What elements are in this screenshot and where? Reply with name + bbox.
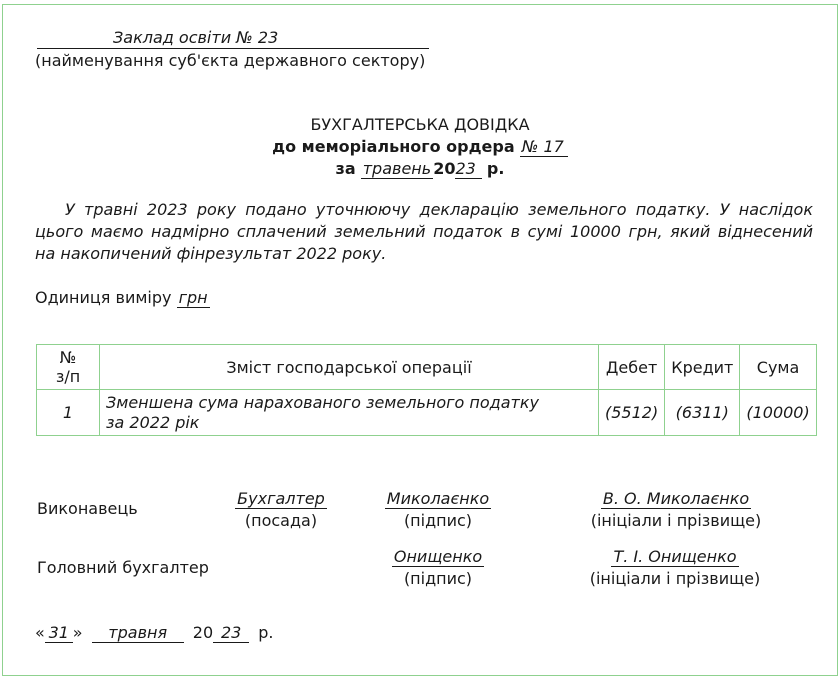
cell-content-line1: Зменшена сума нарахованого земельного податку	[106, 392, 539, 412]
date-day: 31	[45, 623, 73, 643]
date-suffix: р.	[258, 623, 274, 642]
organization-field	[37, 27, 429, 49]
chief-name-field	[577, 547, 773, 588]
description-line-2: цього маємо надмірно сплачений земельний податок в сумі 10000 грн, який віднесений	[35, 222, 813, 241]
document-title: БУХГАЛТЕРСЬКА ДОВІДКА	[310, 115, 530, 134]
header-sum: Сума	[740, 345, 816, 390]
order-line-prefix: до меморіального ордера	[272, 137, 515, 156]
period-line	[3, 159, 837, 178]
cell-sum: (10000)	[740, 390, 816, 436]
header-credit: Кредит	[665, 345, 740, 390]
cell-num: 1	[37, 390, 100, 436]
units-value: грн	[178, 288, 208, 307]
period-year-prefix: 20	[433, 159, 456, 178]
date-line	[35, 623, 273, 643]
period-year-end: р.	[486, 159, 505, 178]
date-close-quote: »	[72, 623, 83, 642]
description-line-3: на накопичений фінрезультат 2022 року.	[35, 244, 387, 263]
order-line	[3, 137, 837, 156]
executor-position-caption: (посада)	[244, 511, 318, 530]
description-line-1: У травні 2023 року подано уточнюючу декларацію земельного податку. У наслідок	[65, 200, 813, 219]
chief-name: Т. І. Онищенко	[613, 547, 737, 566]
header-num	[37, 345, 100, 390]
chief-signature-caption: (підпис)	[403, 569, 473, 588]
header-num-line1: №	[59, 348, 77, 367]
date-year-suffix: 23	[213, 623, 249, 643]
cell-credit: (6311)	[665, 390, 740, 436]
executor-signature-caption: (підпис)	[403, 511, 473, 530]
period-prefix: за	[335, 159, 356, 178]
executor-position: Бухгалтер	[237, 489, 325, 508]
order-number: № 17	[520, 137, 568, 157]
date-year-prefix: 20	[192, 623, 214, 642]
chief-label: Головний бухгалтер	[37, 558, 209, 577]
table-header-row	[37, 345, 817, 390]
executor-signature-field	[378, 489, 498, 530]
period-month: травень	[362, 159, 432, 178]
chief-signature-field	[378, 547, 498, 588]
organization-name: Заклад освіти № 23	[113, 28, 279, 47]
chief-signature: Онищенко	[393, 547, 483, 566]
operations-table	[36, 344, 817, 436]
period-year-suffix: 23	[455, 159, 481, 179]
header-debit: Дебет	[599, 345, 665, 390]
units-line	[35, 288, 210, 307]
date-open-quote: «	[35, 623, 45, 642]
executor-label: Виконавець	[37, 499, 138, 518]
units-label: Одиниця виміру	[35, 288, 172, 307]
executor-name-caption: (ініціали і прізвище)	[590, 511, 762, 530]
table-row	[37, 390, 817, 436]
executor-position-field	[229, 489, 333, 530]
chief-name-caption: (ініціали і прізвище)	[589, 569, 761, 588]
header-num-line2: з/п	[55, 367, 81, 386]
cell-debit: (5512)	[599, 390, 665, 436]
description-paragraph	[35, 199, 813, 265]
executor-name-field	[581, 489, 771, 530]
executor-name: В. О. Миколаєнко	[602, 489, 750, 508]
executor-signature: Миколаєнко	[386, 489, 490, 508]
document-page	[2, 4, 838, 676]
organization-caption: (найменування суб'єкта державного сектору)	[35, 51, 426, 70]
cell-content	[100, 390, 599, 436]
cell-content-line2: за 2022 рік	[106, 412, 200, 432]
header-content: Зміст господарської операції	[100, 345, 599, 390]
date-month: травня	[92, 623, 184, 643]
